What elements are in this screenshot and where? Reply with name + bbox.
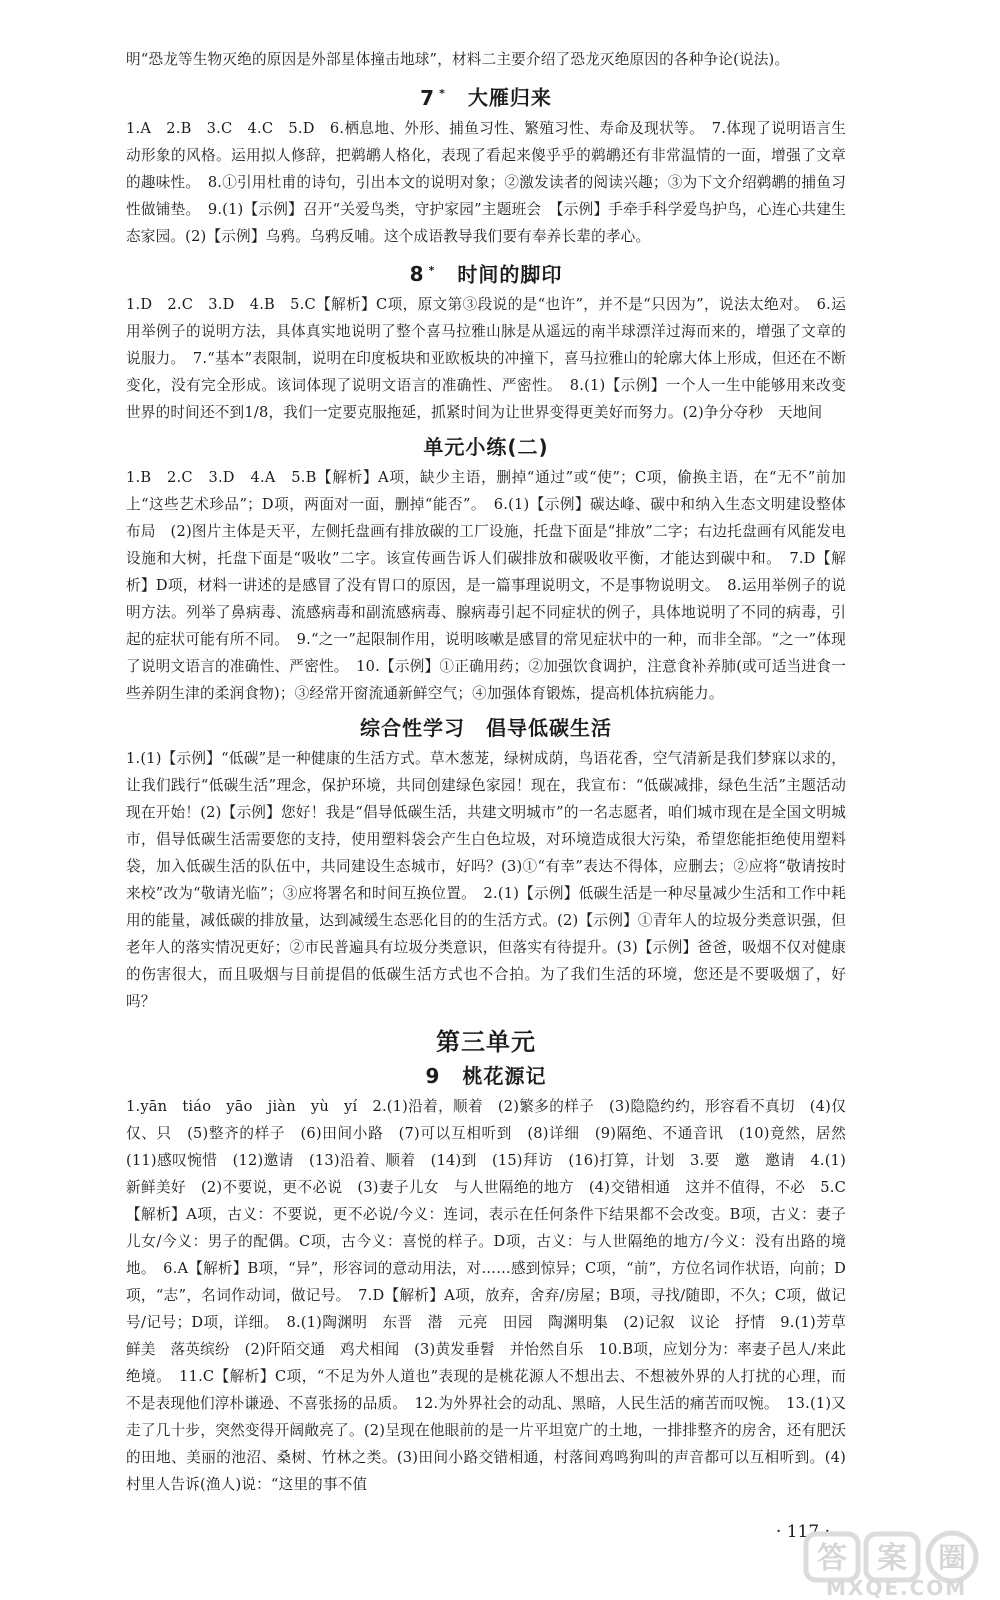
unit-practice-body: 1.B 2.C 3.D 4.A 5.B【解析】A项，缺少主语，删掉“通过”或“使”；C项，偷换主语，在“无不”前加上“这些艺术珍品”；D项，两面对一面，删掉“能否”。 6.(1)【示例】碳达峰、碳中和纳入生态文明建设整体布局 (2)图片主体是天平，左侧托盘画有排放碳的工厂设施，托盘下面是“排放”二字；右边托盘画有风能发电设施和大树，托盘下面是“吸收”二字。该宣传画告诉人们碳排放和碳吸收平衡，才能达到碳中和。 7.D【解析】D项，材料一讲述的是感冒了没有胃口的原因，是一篇事理说明文，不是事物说明文。 8.运用举例子的说明方法。列举了鼻病毒、流感病毒和副流感病毒、腺病毒引起不同症状的例子，具体地说明了不同的病毒，引起的症状可能有所不同。 9.“之一”起限制作用，说明咳嗽是感冒的常见症状中的一种，而非全部。“之一”体现了说明文语言的准确性、严密性。 10.【示例】①正确用药；②加强饮食调护，注意食补养肺(或可适当进食一些养阴生津的柔润食物)；③经常开窗流通新鲜空气；④加强体育锻炼，提高机体抗病能力。 bbox=[126, 469, 847, 703]
section-number: 8 bbox=[409, 262, 425, 287]
intro-paragraph: 明“恐龙等生物灭绝的原因是外部星体撞击地球”，材料二主要介绍了恐龙灭绝原因的各种争论(说法)。 bbox=[126, 51, 790, 68]
optional-star-mark: * bbox=[439, 87, 446, 100]
svg-text:圈: 圈 bbox=[937, 1541, 967, 1574]
section-body-9: 1.yān tiáo yāo jiàn yù yí 2.(1)沿着，顺着 (2)繁多的样子 (3)隐隐约约，形容看不真切 (4)仅仅、只 (5)整齐的样子 (6)田间小路 (7)可以互相听到 (8)详细 (9)隔绝、不通音讯 (10)竟然，居然 (11)感叹惋惜 (12)邀请 (13)沿着、顺着 (14)到 (15)拜访 (16)打算，计划 3.要 邀 邀请 4.(1)新鲜美好 (2)不要说，更不必说 (3)妻子儿女 与人世隔绝的地方 (4)交错相通 这并不值得，不必 5.C【解析】A项，古义：不要说，更不必说/今义：连词，表示在任何条件下结果都不会改变。B项，古义：妻子儿女/今义：男子的配偶。C项，古今义：喜悦的样子。D项，古义：与人世隔绝的地方/今义：没有出路的境地。 6.A【解析】B项，“异”，形容词的意动用法，对……感到惊异；C项，“前”，方位名词作状语，向前；D项，“志”，名词作动词，做记号。 7.D【解析】A项，放弃，舍弃/房屋；B项，寻找/随即，不久；C项，做记号/记号；D项，详细。 8.(1)陶渊明 东晋 潜 元亮 田园 陶渊明集 (2)记叙 议论 抒情 9.(1)芳草鲜美 落英缤纷 (2)阡陌交通 鸡犬相闻 (3)黄发垂髫 并怡然自乐 10.B项，应划分为：率妻子邑人/来此绝境。 11.C【解析】C项，“不足为外人道也”表现的是桃花源人不想出去、不想被外界的人打扰的心理，而不是表现他们淳朴谦逊、不喜张扬的品质。 12.为外界社会的动乱、黑暗，人民生活的痛苦而叹惋。 13.(1)又走了几十步，突然变得开阔敞亮了。(2)呈现在他眼前的是一片平坦宽广的土地，一排排整齐的房舍，还有肥沃的田地、美丽的池沼、桑树、竹林之类。(3)田间小路交错相通，村落间鸡鸣狗叫的声音都可以互相听到。(4)村里人告诉(渔人)说：“这里的事不值 bbox=[126, 1098, 861, 1494]
section-heading-8 bbox=[126, 256, 846, 290]
section-title: 桃花源记 bbox=[462, 1064, 547, 1089]
section-heading-7 bbox=[126, 79, 846, 113]
unit-practice-heading: 单元小练(二) bbox=[423, 435, 549, 460]
section-number: 9 bbox=[425, 1064, 441, 1089]
integrated-study-body: 1.(1)【示例】“低碳”是一种健康的生活方式。草木葱茏，绿树成荫，鸟语花香，空气清新是我们梦寐以求的，让我们践行“低碳生活”理念，保护环境，共同创建绿色家园！现在，我宣布：“低碳减排，绿色生活”主题活动现在开始！(2)【示例】您好！我是“倡导低碳生活，共建文明城市”的一名志愿者，咱们城市现在是全国文明城市，倡导低碳生活需要您的支持，使用塑料袋会产生白色垃圾，对环境造成很大污染，希望您能拒绝使用塑料袋，加入低碳生活的队伍中，共同建设生态城市，好吗？(3)①“有幸”表达不得体，应删去；②应将“敬请按时来校”改为“敬请光临”；③应将署名和时间互换位置。 2.(1)【示例】低碳生活是一种尽量减少生活和工作中耗用的能量，减低碳的排放量，达到减缓生态恶化目的的生活方式。(2)【示例】①青年人的垃圾分类意识强，但老年人的落实情况更好；②市民普遍具有垃圾分类意识，但落实有待提升。(3)【示例】爸爸，吸烟不仅对健康的伤害很大，而且吸烟与目前提倡的低碳生活方式也不合拍。为了我们生活的环境，您还是不要吸烟了，好吗？ bbox=[126, 750, 846, 1011]
watermark-glyphs: 答 bbox=[817, 1541, 847, 1576]
watermark-url: MXQE.COM bbox=[826, 1576, 968, 1600]
svg-text:案: 案 bbox=[877, 1541, 907, 1576]
section-title: 时间的脚印 bbox=[457, 262, 563, 287]
section-number: 7 bbox=[420, 85, 436, 110]
section-heading-9 bbox=[126, 1061, 846, 1091]
integrated-study-heading: 综合性学习 倡导低碳生活 bbox=[360, 716, 612, 741]
section-title: 大雁归来 bbox=[467, 85, 552, 110]
optional-star-mark: * bbox=[428, 263, 436, 277]
page-number: · 117 · bbox=[775, 1522, 830, 1542]
answer-page bbox=[126, 46, 861, 1498]
section-body-7: 1.A 2.B 3.C 4.C 5.D 6.栖息地、外形、捕鱼习性、繁殖习性、寿命及现状等。 7.体现了说明语言生动形象的风格。运用拟人修辞，把鹈鹕人格化，表现了看起来傻乎乎的鹈鹕还有非常温情的一面，增强了文章的趣味性。 8.①引用杜甫的诗句，引出本文的说明对象；②激发读者的阅读兴趣；③为下文介绍鹈鹕的捕鱼习性做铺垫。 9.(1)【示例】召开“关爱鸟类，守护家园”主题班会 【示例】手牵手科学爱鸟护鸟，心连心共建生态家园。(2)【示例】乌鸦。乌鸦反哺。这个成语教导我们要有奉养长辈的孝心。 bbox=[126, 119, 846, 245]
section-body-8: 1.D 2.C 3.D 4.B 5.C【解析】C项，原文第③段说的是“也许”，并不是“只因为”，说法太绝对。 6.运用举例子的说明方法，具体真实地说明了整个喜马拉雅山脉是从遥远的南半球漂洋过海而来的，增强了文章的说服力。 7.“基本”表限制，说明在印度板块和亚欧板块的冲撞下，喜马拉雅山的轮廓大体上形成，但还在不断变化，没有完全形成。该词体现了说明文语言的准确性、严密性。 8.(1)【示例】一个人一生中能够用来改变世界的时间还不到1/8，我们一定要克服拖延，抓紧时间为让世界变得更美好而努力。(2)争分夺秒 天地间 bbox=[126, 296, 846, 422]
unit-three-heading: 第三单元 bbox=[436, 1028, 536, 1057]
